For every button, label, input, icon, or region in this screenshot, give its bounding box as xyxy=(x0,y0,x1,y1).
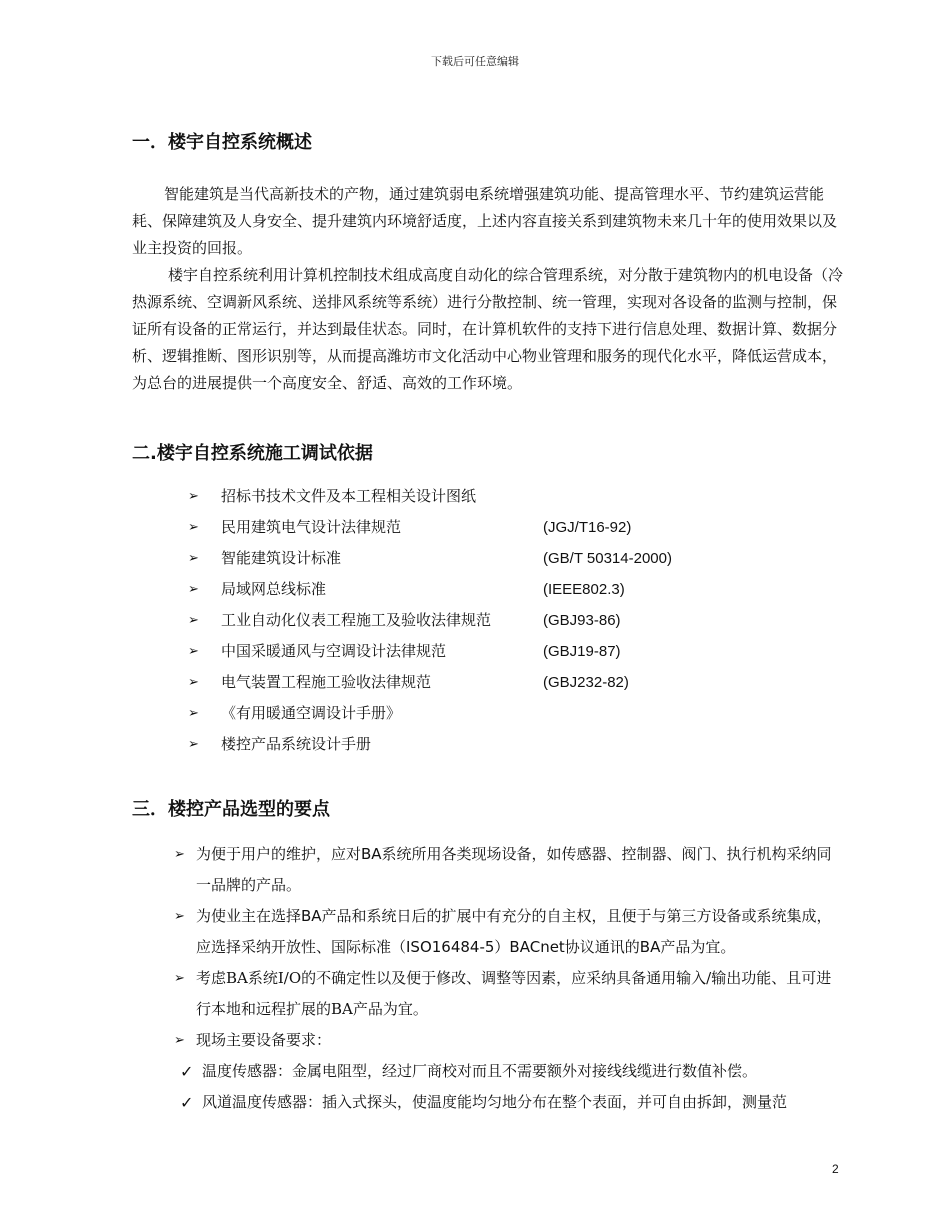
page-number: 2 xyxy=(832,1162,839,1176)
check-item-text: 温度传感器：金属电阻型，经过厂商校对而且不需要额外对接线线缆进行数值补偿。 xyxy=(202,1062,758,1080)
list-item xyxy=(188,636,788,667)
list-item-text: 电气装置工程施工验收法律规范 xyxy=(221,673,432,691)
arrow-bullet-icon: ➢ xyxy=(188,520,199,535)
section-1-paragraph-2: 楼宇自控系统利用计算机控制技术组成高度自动化的综合管理系统，对分散于建筑物内的机电设备（冷热源系统、空调新风系统、送排风系统等系统）进行分散控制、统一管理，实现对各设备的监测与控制，保证所有设备的正常运行，并达到最佳状态。同时，在计算机软件的支持下进行信息处理、数据计算、数据分析、逻辑推断、图形识别等，从而提高潍坊市文化活动中心物业管理和服务的现代化水平，降低运营成本，为总台的进展提供一个高度安全、舒适、高效的工作环境。 xyxy=(132,266,844,392)
arrow-bullet-icon: ➢ xyxy=(188,737,199,752)
section-1-paragraph-1: 智能建筑是当代高新技术的产物，通过建筑弱电系统增强建筑功能、提高管理水平、节约建筑运营能耗、保障建筑及人身安全、提升建筑内环境舒适度，上述内容直接关系到建筑物未来几十年的使用效果以及业主投资的回报。 xyxy=(132,185,838,257)
list-item-text: 民用建筑电气设计法律规范 xyxy=(221,518,402,536)
list-item-text: 《有用暖通空调设计手册》 xyxy=(221,704,402,722)
arrow-bullet-icon: ➢ xyxy=(188,675,199,690)
arrow-bullet-icon: ➢ xyxy=(174,971,185,986)
list-item-text: 工业自动化仪表工程施工及验收法律规范 xyxy=(221,611,492,629)
arrow-bullet-icon: ➢ xyxy=(174,1033,185,1048)
list-item-text: 现场主要设备要求： xyxy=(196,1031,332,1049)
check-item xyxy=(180,1087,844,1118)
arrow-bullet-icon: ➢ xyxy=(174,847,185,862)
selection-points xyxy=(174,839,844,1118)
arrow-bullet-icon: ➢ xyxy=(188,489,199,504)
check-mark-icon: ✓ xyxy=(180,1093,194,1112)
list-item xyxy=(188,729,788,760)
list-item-text: 局域网总线标准 xyxy=(221,580,327,598)
section-1-body xyxy=(132,181,844,397)
list-item xyxy=(174,839,844,901)
list-item xyxy=(174,963,844,1025)
section-3-heading: 三．楼控产品选型的要点 xyxy=(132,799,330,820)
arrow-bullet-icon: ➢ xyxy=(188,706,199,721)
list-item xyxy=(188,481,788,512)
arrow-bullet-icon: ➢ xyxy=(188,551,199,566)
arrow-bullet-icon: ➢ xyxy=(188,644,199,659)
list-item-text: 招标书技术文件及本工程相关设计图纸 xyxy=(221,487,477,505)
arrow-bullet-icon: ➢ xyxy=(188,582,199,597)
arrow-bullet-icon: ➢ xyxy=(188,613,199,628)
check-mark-icon: ✓ xyxy=(180,1062,194,1081)
standards-list xyxy=(188,481,788,760)
list-item xyxy=(188,667,788,698)
list-item-standard: (GBJ19-87) xyxy=(543,643,621,660)
list-item-text: 中国采暖通风与空调设计法律规范 xyxy=(221,642,447,660)
list-item xyxy=(174,1025,844,1056)
list-item-standard: (IEEE802.3) xyxy=(543,581,625,598)
list-item-text: 考虑BA系统I/O的不确定性以及便于修改、调整等因素，应采纳具备通用输入/输出功能、且可进行本地和远程扩展的BA产品为宜。 xyxy=(196,969,832,1018)
list-item xyxy=(188,512,788,543)
check-item xyxy=(180,1056,844,1087)
list-item-standard: (GB/T 50314-2000) xyxy=(543,550,672,567)
list-item xyxy=(188,543,788,574)
list-item-text: 为使业主在选择BA产品和系统日后的扩展中有充分的自主权，且便于与第三方设备或系统集成，应选择采纳开放性、国际标准（ISO16484-5）BACnet协议通讯的BA产品为宜。 xyxy=(196,907,832,956)
section-1-heading: 一．楼宇自控系统概述 xyxy=(132,132,312,153)
list-item-standard: (GBJ232-82) xyxy=(543,674,629,691)
list-item-text: 楼控产品系统设计手册 xyxy=(221,735,372,753)
list-item xyxy=(188,698,788,729)
list-item xyxy=(188,574,788,605)
arrow-bullet-icon: ➢ xyxy=(174,909,185,924)
list-item-text: 为便于用户的维护，应对BA系统所用各类现场设备，如传感器、控制器、阀门、执行机构采纳同一品牌的产品。 xyxy=(196,845,832,894)
list-item xyxy=(188,605,788,636)
check-item-text: 风道温度传感器：插入式探头，使温度能均匀地分布在整个表面，并可自由拆卸，测量范 xyxy=(202,1093,788,1111)
list-item-text: 智能建筑设计标准 xyxy=(221,549,342,567)
list-item-standard: (JGJ/T16-92) xyxy=(543,519,632,536)
list-item xyxy=(174,901,844,963)
list-item-standard: (GBJ93-86) xyxy=(543,612,621,629)
section-2-heading: 二.楼宇自控系统施工调试依据 xyxy=(132,443,373,464)
page-header: 下载后可任意编辑 xyxy=(431,55,519,68)
